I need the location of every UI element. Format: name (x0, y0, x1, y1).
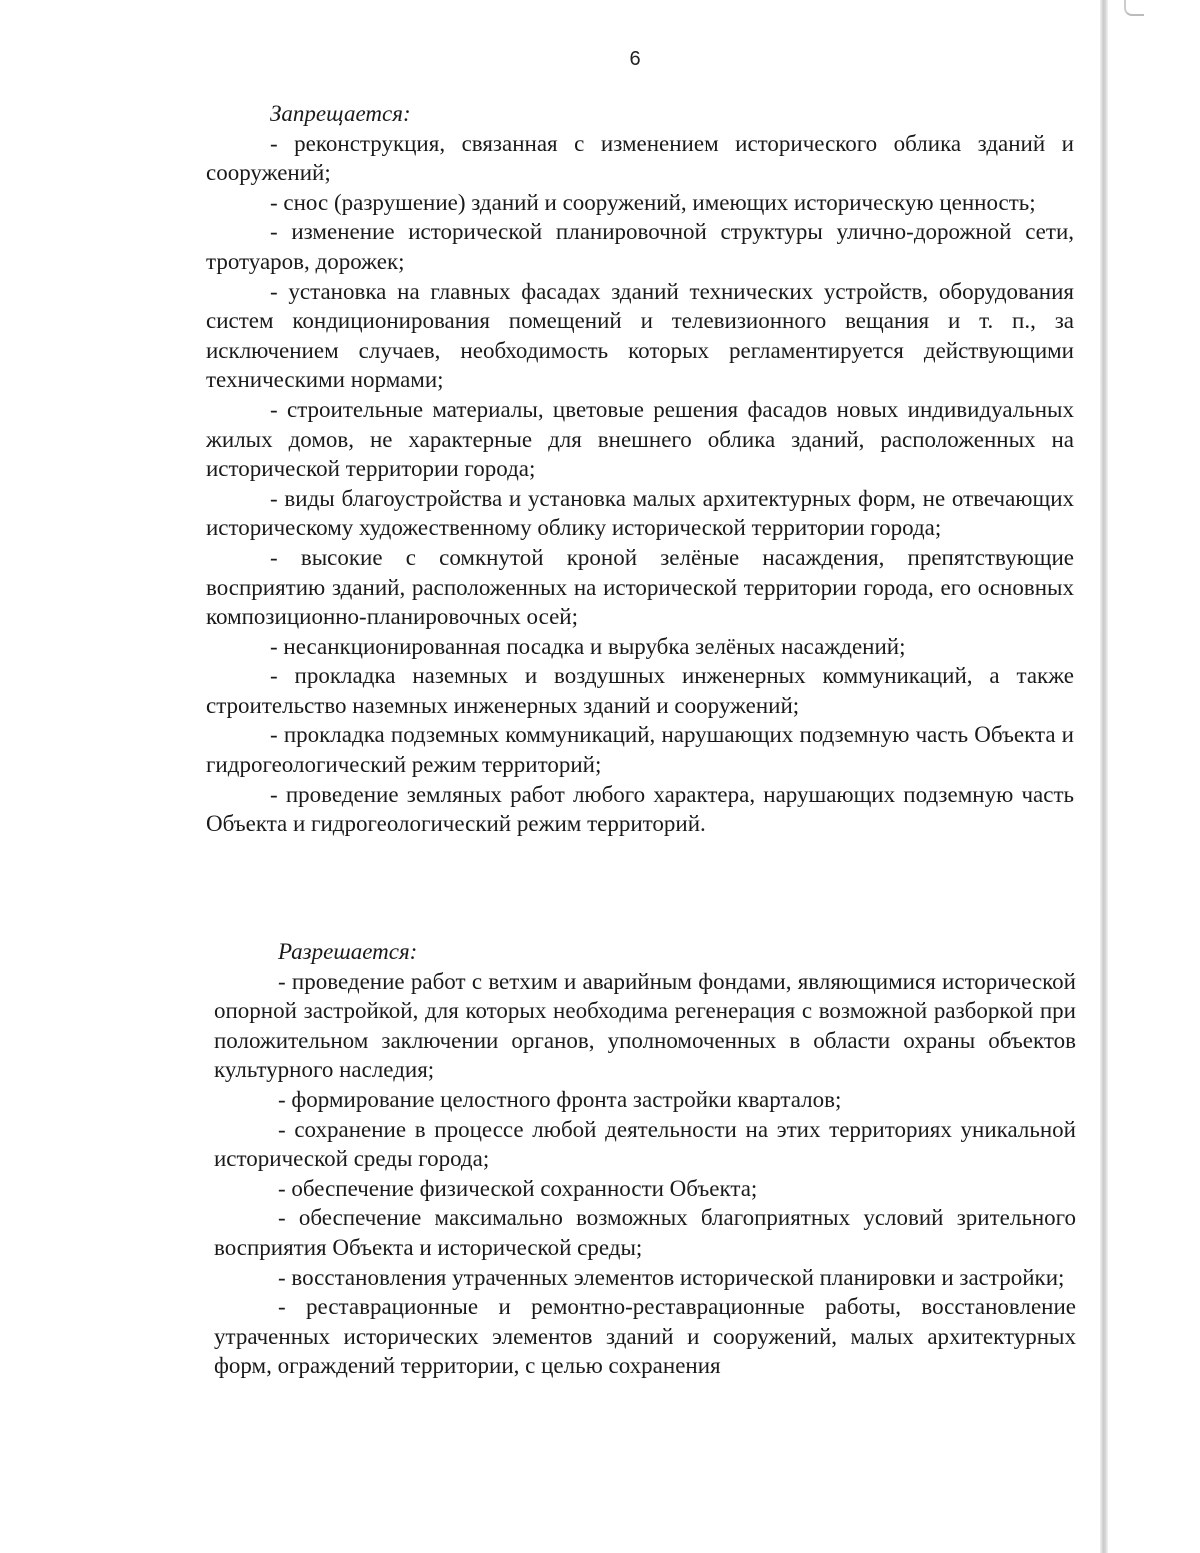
scan-corner-mark (1124, 0, 1144, 16)
forbidden-item: - высокие с сомкнутой кроной зелёные насаждения, препятствующие восприятию зданий, расположенных на исторической территории города, его основных композиционно-планировочных осей; (206, 544, 1074, 630)
forbidden-heading: Запрещается: (270, 101, 411, 126)
forbidden-item: - несанкционированная посадка и вырубка зелёных насаждений; (270, 633, 906, 659)
allowed-item: - проведение работ с ветхим и аварийным фондами, являющимися исторической опорной застройкой, для которых необходима регенерация с возможной разборкой при положительном заключении органов, уполномоченных в области охраны объектов культурного наследия; (214, 968, 1076, 1083)
forbidden-item: - виды благоустройства и установка малых архитектурных форм, не отвечающих историческому художественному облику исторической территории города; (206, 485, 1074, 541)
forbidden-item: - снос (разрушение) зданий и сооружений, имеющих историческую ценность; (270, 189, 1036, 215)
allowed-heading: Разрешается: (278, 939, 418, 964)
forbidden-item: - реконструкция, связанная с изменением исторического облика зданий и сооружений; (206, 130, 1074, 186)
scan-edge-shadow (1100, 0, 1108, 1553)
forbidden-item: - прокладка наземных и воздушных инженерных коммуникаций, а также строительство наземных инженерных зданий и сооружений; (206, 663, 1074, 718)
allowed-item: - обеспечение максимально возможных благоприятных условий зрительного восприятия Объекта и исторической среды; (214, 1205, 1076, 1260)
forbidden-item: - установка на главных фасадах зданий технических устройств, оборудования систем кондиционирования помещений и телевизионного вещания и т. п., за исключением случаев, необходимость которых регламентируется действующими техническими нормами; (206, 278, 1074, 393)
allowed-item: - обеспечение физической сохранности Объекта; (278, 1175, 758, 1201)
allowed-section (214, 937, 1076, 1381)
allowed-item: - восстановления утраченных элементов исторической планировки и застройки; (278, 1264, 1065, 1290)
allowed-item: - сохранение в процессе любой деятельности на этих территориях уникальной исторической среды города; (214, 1116, 1076, 1172)
forbidden-item: - прокладка подземных коммуникаций, нарушающих подземную часть Объекта и гидрогеологический режим территорий; (206, 722, 1074, 778)
page-number: 6 (629, 48, 641, 70)
allowed-item: - реставрационные и ремонтно-реставрационные работы, восстановление утраченных исторических элементов зданий и сооружений, малых архитектурных форм, ограждений территории, с целью сохранения (214, 1294, 1076, 1379)
forbidden-item: - проведение земляных работ любого характера, нарушающих подземную часть Объекта и гидрогеологический режим территорий. (206, 781, 1074, 837)
forbidden-section (206, 99, 1074, 839)
allowed-item: - формирование целостного фронта застройки кварталов; (278, 1086, 842, 1112)
forbidden-item: - изменение исторической планировочной структуры улично-дорожной сети, тротуаров, дорожек; (206, 219, 1074, 274)
forbidden-item: - строительные материалы, цветовые решения фасадов новых индивидуальных жилых домов, не характерные для внешнего облика зданий, расположенных на исторической территории города; (206, 396, 1074, 482)
